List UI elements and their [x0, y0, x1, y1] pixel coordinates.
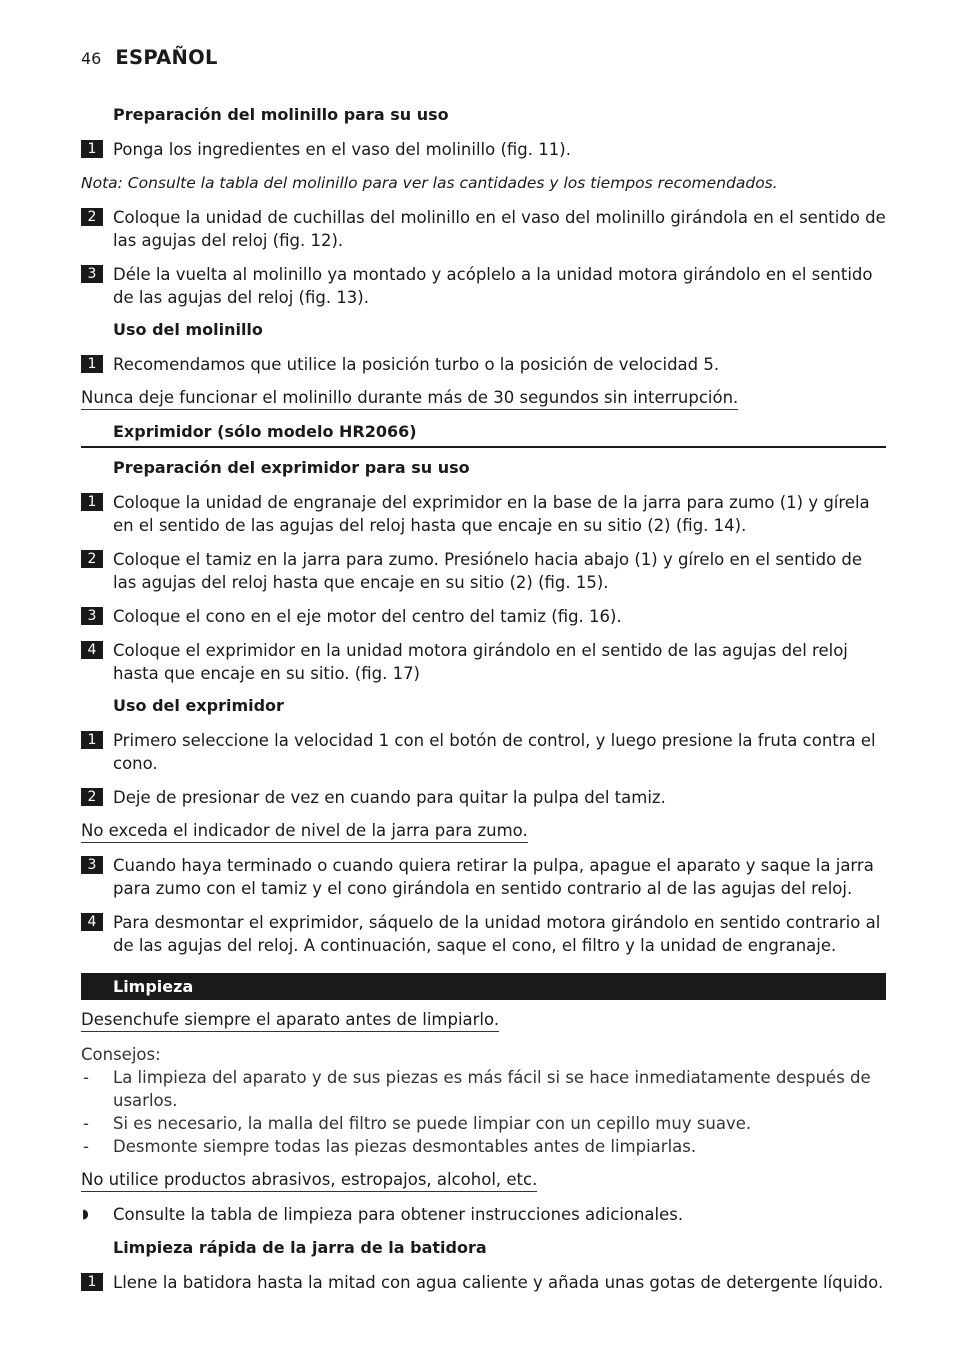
step-text: Cuando haya terminado o cuando quiera retirar la pulpa, apague el aparato y saque la jarra para zumo con el tamiz y el cono girándola en sentido contrario al de las agujas del reloj.: [113, 856, 874, 898]
warning-row: [81, 387, 886, 421]
tip-item: [81, 1112, 886, 1135]
warning-row: [81, 1009, 886, 1043]
step-text: Recomendamos que utilice la posición turbo o la posición de velocidad 5.: [113, 355, 720, 374]
heading-quick-clean: Limpieza rápida de la jarra de la batidora: [113, 1238, 487, 1257]
page-content: [81, 104, 886, 1305]
bullet-cleaning-table: [81, 1203, 886, 1237]
tip-dash: -: [83, 1068, 89, 1087]
tip-dash: -: [83, 1114, 89, 1133]
step-press-prep-4: [81, 639, 886, 695]
bullet-text: Consulte la tabla de limpieza para obtener instrucciones adicionales.: [113, 1205, 684, 1224]
tip-dash: -: [83, 1137, 89, 1156]
tip-text: La limpieza del aparato y de sus piezas es más fácil si se hace inmediatamente después de usarlos.: [113, 1068, 871, 1110]
step-text: Coloque el tamiz en la jarra para zumo. Presiónelo hacia abajo (1) y gírelo en el sentido de las agujas del reloj hasta que encaje en su sitio (2) (fig. 15).: [113, 550, 863, 592]
tip-text: Si es necesario, la malla del filtro se puede limpiar con un cepillo muy suave.: [113, 1114, 752, 1133]
step-number: 2: [81, 788, 103, 806]
step-number: 1: [81, 355, 103, 373]
step-text: Coloque la unidad de engranaje del exprimidor en la base de la jarra para zumo (1) y gírela en el sentido de las agujas del reloj hasta que encaje en su sitio (2) (fig. 14).: [113, 493, 870, 535]
step-number: 1: [81, 731, 103, 749]
tip-item: [81, 1066, 886, 1112]
warning-abrasives: No utilice productos abrasivos, estropajos, alcohol, etc.: [81, 1169, 537, 1192]
step-press-use-4: [81, 911, 886, 973]
step-press-prep-1: [81, 491, 886, 548]
step-number: 3: [81, 607, 103, 625]
heading-press-prep: Preparación del exprimidor para su uso: [113, 458, 470, 477]
tips-title: Consejos:: [81, 1045, 161, 1064]
section-cleaning: [81, 973, 886, 1000]
tip-item: [81, 1135, 886, 1169]
step-grinder-prep-3: [81, 263, 886, 319]
page-header: [81, 46, 218, 74]
warning-row: [81, 1169, 886, 1203]
step-number: 2: [81, 550, 103, 568]
step-grinder-prep-1: [81, 138, 886, 172]
step-press-use-1: [81, 729, 886, 786]
warning-unplug: Desenchufe siempre el aparato antes de limpiarlo.: [81, 1009, 499, 1032]
heading-grinder-use: Uso del molinillo: [113, 320, 263, 339]
step-text: Coloque la unidad de cuchillas del molinillo en el vaso del molinillo girándola en el sentido de las agujas del reloj (fig. 12).: [113, 208, 886, 250]
step-number: 1: [81, 493, 103, 511]
step-press-use-3: [81, 854, 886, 911]
step-text: Primero seleccione la velocidad 1 con el botón de control, y luego presione la fruta contra el cono.: [113, 731, 876, 773]
warning-juice-level: No exceda el indicador de nivel de la jarra para zumo.: [81, 820, 528, 843]
step-number: 3: [81, 265, 103, 283]
step-text: Coloque el cono en el eje motor del centro del tamiz (fig. 16).: [113, 607, 622, 626]
step-number: 1: [81, 140, 103, 158]
section-title: Limpieza: [113, 977, 194, 996]
section-citrus-press: [81, 421, 886, 448]
heading-press-use: Uso del exprimidor: [113, 696, 284, 715]
note-grinder-table: Nota: Consulte la tabla del molinillo para ver las cantidades y los tiempos recomendados.: [81, 174, 778, 192]
warning-row: [81, 820, 886, 854]
step-press-use-2: [81, 786, 886, 820]
page-number: 46: [81, 49, 102, 68]
tip-text: Desmonte siempre todas las piezas desmontables antes de limpiarlas.: [113, 1137, 697, 1156]
heading-grinder-prep: Preparación del molinillo para su uso: [113, 105, 449, 124]
step-grinder-prep-2: [81, 206, 886, 263]
step-number: 4: [81, 641, 103, 659]
step-press-prep-3: [81, 605, 886, 639]
step-number: 4: [81, 913, 103, 931]
section-title: Exprimidor (sólo modelo HR2066): [113, 422, 417, 441]
step-grinder-use-1: [81, 353, 886, 387]
step-press-prep-2: [81, 548, 886, 605]
step-number: 2: [81, 208, 103, 226]
step-quick-clean-1: [81, 1271, 886, 1305]
step-text: Llene la batidora hasta la mitad con agua caliente y añada unas gotas de detergente líquido.: [113, 1273, 884, 1292]
step-text: Déle la vuelta al molinillo ya montado y acóplelo a la unidad motora girándolo en el sentido de las agujas del reloj (fig. 13).: [113, 265, 873, 307]
language-title: ESPAÑOL: [115, 46, 218, 69]
step-text: Coloque el exprimidor en la unidad motora girándolo en el sentido de las agujas del reloj hasta que encaje en su sitio. (fig. 17): [113, 641, 848, 683]
step-number: 1: [81, 1273, 103, 1291]
step-text: Para desmontar el exprimidor, sáquelo de la unidad motora girándolo en sentido contrario al de las agujas del reloj. A continuación, saque el cono, el filtro y la unidad de engranaje.: [113, 913, 881, 955]
step-text: Ponga los ingredientes en el vaso del molinillo (fig. 11).: [113, 140, 571, 159]
step-text: Deje de presionar de vez en cuando para quitar la pulpa del tamiz.: [113, 788, 666, 807]
step-number: 3: [81, 856, 103, 874]
warning-grinder-time: Nunca deje funcionar el molinillo durante más de 30 segundos sin interrupción.: [81, 387, 738, 410]
bullet-icon: ◗: [82, 1207, 89, 1222]
